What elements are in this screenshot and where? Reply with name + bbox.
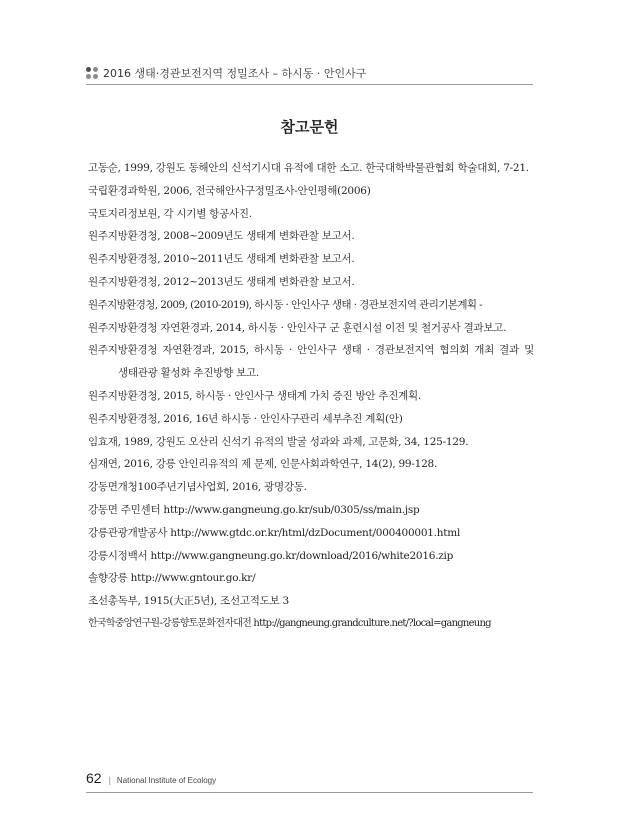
reference-list bbox=[88, 157, 534, 636]
reference-item: 심재연, 2016, 강릉 안인리유적의 제 문제, 인문사회과학연구, 14(2), 99-128. bbox=[88, 458, 438, 471]
reference-item: 원주지방환경청, 2008~2009년도 생태계 변화관찰 보고서. bbox=[88, 230, 355, 243]
reference-item: 조선총독부, 1915(大正5년), 조선고적도보 3 bbox=[88, 595, 289, 608]
page-footer bbox=[86, 770, 216, 790]
footer-divider bbox=[86, 792, 533, 793]
reference-item: 강릉관광개발공사 http://www.gtdc.or.kr/html/dzDocument/000400001.html bbox=[88, 526, 461, 539]
reference-item: 솔향강릉 http://www.gntour.go.kr/ bbox=[88, 572, 256, 585]
reference-item: 원주지방환경청, 2015, 하시동 · 안인사구 생태계 가치 증진 방안 추진계획. bbox=[88, 389, 421, 402]
section-title: 참고문헌 bbox=[280, 118, 339, 136]
header-divider bbox=[86, 84, 533, 85]
reference-item: 강동면개청100주년기념사업회, 2016, 광명강동. bbox=[88, 481, 307, 494]
reference-item: 원주지방환경청, 2010~2011년도 생태계 변화관찰 보고서. bbox=[88, 253, 355, 266]
reference-item: 국토지리정보원, 각 시기별 항공사진. bbox=[88, 207, 252, 220]
reference-item: 원주지방환경청 자연환경과, 2014, 하시동 · 안인사구 군 훈련시설 이전 및 철거공사 결과보고. bbox=[88, 321, 507, 334]
reference-item: 원주지방환경청, 2016, 16년 하시동 · 안인사구관리 세부추진 계획(안) bbox=[88, 412, 403, 425]
reference-item: 원주지방환경청, 2009, (2010-2019), 하시동 · 안인사구 생태 · 경관보전지역 관리기본계획 - bbox=[88, 298, 483, 311]
running-title: 2016 생태·경관보전지역 정밀조사 – 하시동 · 안인사구 bbox=[103, 67, 367, 80]
reference-item: 강동면 주민센터 http://www.gangneung.go.kr/sub/0305/ss/main.jsp bbox=[88, 503, 420, 516]
footer-separator: | bbox=[108, 775, 111, 785]
reference-item: 강릉시정백서 http://www.gangneung.go.kr/download/2016/white2016.zip bbox=[88, 549, 454, 562]
page-number: 62 bbox=[86, 770, 102, 786]
four-dots-icon bbox=[86, 67, 98, 79]
reference-item: 원주지방환경청 자연환경과, 2015, 하시동 · 안인사구 생태 · 경관보전지역 협의회 개최 결과 및 생태관광 활성화 추진방향 보고. bbox=[88, 344, 534, 380]
running-header bbox=[86, 62, 536, 84]
reference-item: 국립환경과학원, 2006, 전국해안사구정밀조사-안인평해(2006) bbox=[88, 184, 371, 197]
reference-item: 한국학중앙연구원-강릉향토문화전자대전 http://gangneung.grandculture.net/?local=gangneung bbox=[88, 617, 491, 629]
reference-item: 고동순, 1999, 강원도 동해안의 신석기시대 유적에 대한 소고. 한국대학박물관협회 학술대회, 7-21. bbox=[88, 162, 529, 174]
footer-institution: National Institute of Ecology bbox=[116, 776, 217, 785]
reference-item: 원주지방환경청, 2012~2013년도 생태계 변화관찰 보고서. bbox=[88, 275, 355, 288]
reference-item: 임효재, 1989, 강원도 오산리 신석기 유적의 발굴 성과와 과제, 고문화, 34, 125-129. bbox=[88, 435, 469, 448]
